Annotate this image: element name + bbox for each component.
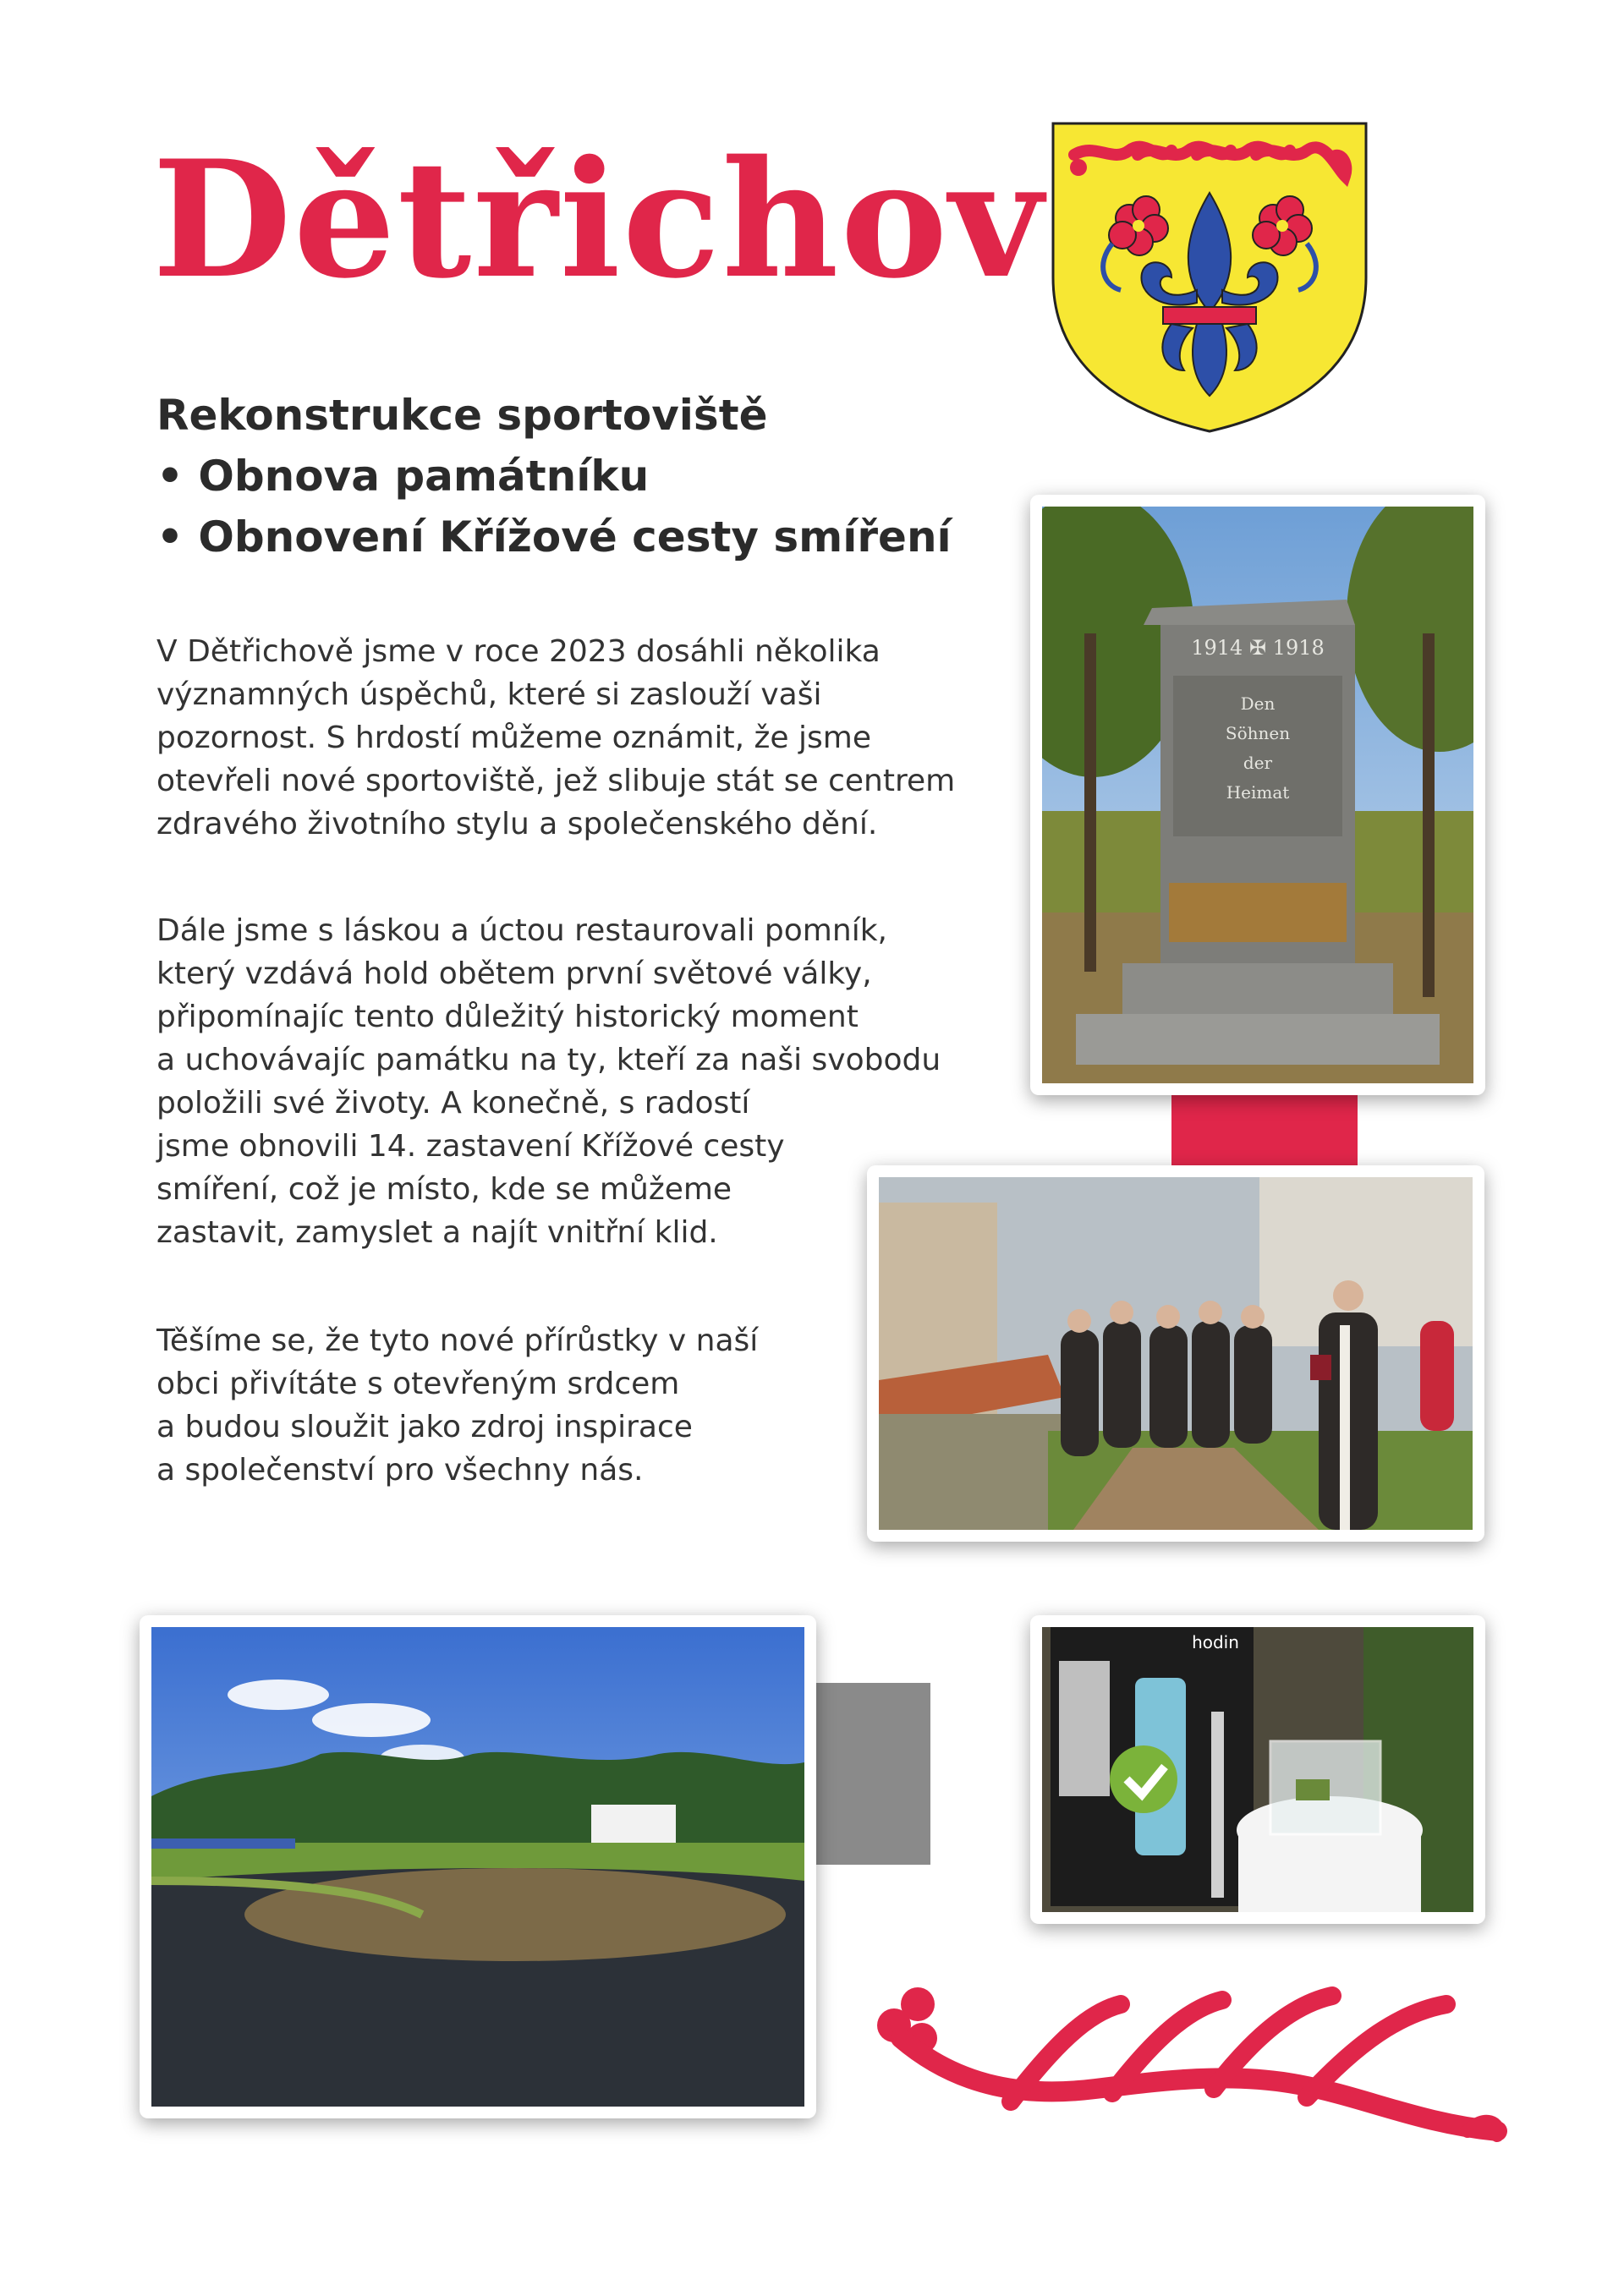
- text-line: V Dětřichově jsme v roce 2023 dosáhli několika: [156, 634, 881, 669]
- decorative-ornament: [875, 1979, 1518, 2156]
- text-line: který vzdává hold obětem první světové války,: [156, 956, 872, 991]
- subtitle-line: Rekonstrukce sportoviště: [156, 391, 768, 440]
- memorial-photo: [1030, 495, 1485, 1095]
- text-line: pozornost. S hrdostí můžeme oznámit, že jsme: [156, 721, 871, 755]
- station-sign-photo: [1030, 1615, 1485, 1924]
- memorial-inscription: der: [1243, 753, 1273, 773]
- text-line: a budou sloužit jako zdroj inspirace: [156, 1410, 693, 1444]
- memorial-inscription: Söhnen: [1225, 723, 1291, 743]
- sports-ground-photo: [140, 1615, 816, 2118]
- subtitle-block: [156, 385, 952, 567]
- sign-text: hodin: [1192, 1632, 1239, 1652]
- coat-of-arms: [1045, 117, 1374, 438]
- text-line: zdravého životního stylu a společenského dění.: [156, 807, 878, 841]
- text-line: připomínajíc tento důležitý historický moment: [156, 1000, 859, 1034]
- subtitle-line: • Obnova památníku: [156, 452, 650, 501]
- text-line: položili své životy. A konečně, s radostí: [156, 1086, 750, 1121]
- text-line: významných úspěchů, které si zaslouží vaši: [156, 677, 822, 712]
- paragraph-3: [156, 1319, 758, 1492]
- text-line: zastavit, zamyslet a najít vnitřní klid.: [156, 1215, 718, 1250]
- subtitle-line: • Obnovení Křížové cesty smíření: [156, 512, 952, 562]
- decorative-grey-block: [812, 1683, 930, 1865]
- text-line: Těšíme se, že tyto nové přírůstky v naší: [156, 1323, 759, 1358]
- text-line: jsme obnovili 14. zastavení Křížové cesty: [156, 1129, 785, 1164]
- paragraph-2: [156, 909, 941, 1254]
- text-line: smíření, což je místo, kde se můžeme: [156, 1172, 732, 1207]
- text-line: Dále jsme s láskou a úctou restaurovali pomník,: [156, 913, 887, 948]
- page-title: Dětřichov: [152, 125, 1045, 314]
- paragraph-1: [156, 630, 955, 846]
- text-line: a společenství pro všechny nás.: [156, 1453, 644, 1488]
- decorative-red-block: [1171, 1095, 1358, 1171]
- memorial-inscription: Den: [1240, 693, 1276, 714]
- text-line: otevřeli nové sportoviště, jež slibuje stát se centrem: [156, 764, 956, 798]
- text-line: obci přivítáte s otevřeným srdcem: [156, 1367, 680, 1401]
- memorial-years: 1914 ✠ 1918: [1191, 636, 1325, 660]
- ceremony-photo: [867, 1165, 1484, 1542]
- memorial-inscription: Heimat: [1226, 782, 1290, 803]
- text-line: a uchovávajíc památku na ty, kteří za naši svobodu: [156, 1043, 941, 1077]
